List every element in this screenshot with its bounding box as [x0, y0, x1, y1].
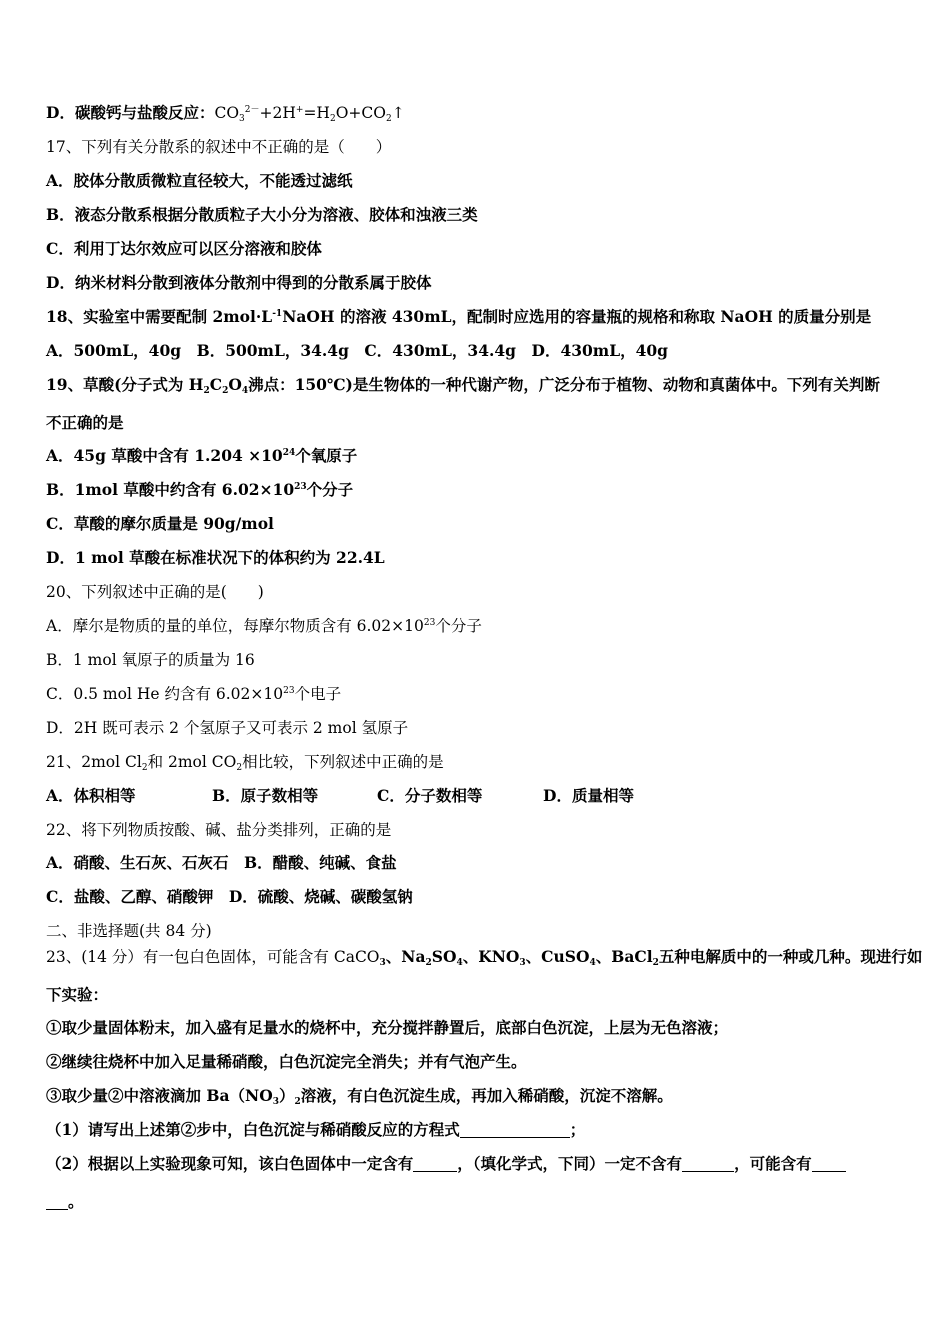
answer-blank[interactable] [682, 1155, 734, 1172]
q21-option-c: C．分子数相等 [377, 786, 483, 805]
q17-option-b: B．液态分散系根据分散质粒子大小分为溶液、胶体和浊液三类 [46, 205, 478, 224]
q23-step-2: ②继续往烧杯中加入足量稀硝酸，白色沉淀完全消失；并有气泡产生。 [46, 1052, 527, 1071]
q19-stem: 19、草酸(分子式为 $H_2C_2O_4$沸点：150℃)是生物体的一种代谢产物，广泛分布于植物、动物和真菌体中。下列有关判断 [46, 375, 880, 396]
q20-option-c: C．0.5 mol He 约含有 $6.02\times 10^{23}$个电子 [46, 685, 342, 703]
q19-option-d: D．1 mol 草酸在标准状况下的体积约为 22.4L [46, 548, 385, 567]
option-label: D． [46, 103, 75, 122]
q19-stem-line2: 不正确的是 [46, 413, 124, 432]
q23-sub-question-2: （2）根据以上实验现象可知，该白色固体中一定含有 ，（填化学式，下同）一定不含有 ，可能含有 [46, 1154, 846, 1174]
q17-option-a: A．胶体分散质微粒直径较大，不能透过滤纸 [46, 171, 353, 190]
q17-option-d: D．纳米材料分散到液体分散剂中得到的分散系属于胶体 [46, 273, 432, 292]
q17-stem: 17、下列有关分散系的叙述中不正确的是（ ） [46, 138, 392, 156]
q20-option-a: A．摩尔是物质的量的单位，每摩尔物质含有 $6.02\times 10^{23}$个分子 [46, 617, 482, 635]
q19-option-a: A．45g 草酸中含有 $1.204 \times 10^{24}$个氧原子 [46, 446, 358, 465]
q23-step-1: ①取少量固体粉末，加入盛有足量水的烧杯中，充分搅拌静置后，底部白色沉淀，上层为无色溶液； [46, 1018, 729, 1037]
q23-stem: 23、(14 分）有一包白色固体，可能含有 CaCO$_3$、$Na_2SO_4$、$KNO_3$、CuSO$_4$、BaCl$_2$五种电解质中的一种或几种。现进行如 [46, 947, 923, 968]
q19-option-b: B．1mol 草酸中约含有 $6.02\times 10^{23}$个分子 [46, 480, 354, 499]
q21-option-a: A．体积相等 [46, 786, 136, 805]
q17-option-c: C．利用丁达尔效应可以区分溶液和胶体 [46, 239, 322, 258]
q20-option-b: B．1 mol 氧原子的质量为 16 [46, 651, 255, 669]
section-title: 二、非选择题(共 84 分) [46, 922, 212, 940]
option-text: 碳酸钙与盐酸反应： [74, 103, 215, 122]
q23-step-3: ③取少量②中溶液滴加 $Ba(NO_3)_2$溶液，有白色沉淀生成，再加入稀硝酸，沉淀不溶解。 [46, 1086, 673, 1107]
q23-sub-question-1: （1）请写出上述第②步中，白色沉淀与稀硝酸反应的方程式 ； [46, 1120, 586, 1139]
q21-option-d: D．质量相等 [543, 786, 634, 805]
answer-blank[interactable] [812, 1155, 846, 1172]
q22-stem: 22、将下列物质按酸、碱、盐分类排列，正确的是 [46, 821, 392, 839]
q22-options-row2: C．盐酸、乙醇、硝酸钾 D．硫酸、烧碱、碳酸氢钠 [46, 887, 413, 906]
q23-stem-line2: 下实验： [46, 985, 109, 1004]
q21-stem: 21、2mol $Cl_2$和 2mol $CO_2$相比较，下列叙述中正确的是 [46, 753, 444, 773]
q19-option-c: C．草酸的摩尔质量是 90g/mol [46, 514, 274, 533]
answer-blank[interactable] [46, 1193, 68, 1210]
answer-blank[interactable] [413, 1155, 457, 1172]
q16-option-d [46, 103, 405, 123]
q18-stem: 18、实验室中需要配制 $2mol\cdot L^{-1}NaOH$ 的溶液 430mL，配制时应选用的容量瓶的规格和称取 NaOH 的质量分别是 [46, 307, 872, 326]
q18-options: A．500mL，40g B．500mL，34.4g C．430mL，34.4g D．430mL，40g [46, 341, 669, 360]
q20-option-d: D．2H 既可表示 2 个氢原子又可表示 2 mol 氢原子 [46, 719, 409, 737]
answer-blank[interactable] [460, 1121, 570, 1138]
q21-option-b: B．原子数相等 [212, 786, 319, 805]
ionic-equation: $CO_3^{2-}+2H^+=H_2O+CO_2↑$ [214, 104, 405, 124]
q23-sub-question-2-cont: 。 [46, 1192, 84, 1212]
q21-options [46, 786, 634, 806]
q22-options-row1: A．硝酸、生石灰、石灰石 B．醋酸、纯碱、食盐 [46, 853, 397, 872]
q20-stem: 20、下列叙述中正确的是( ) [46, 583, 264, 601]
